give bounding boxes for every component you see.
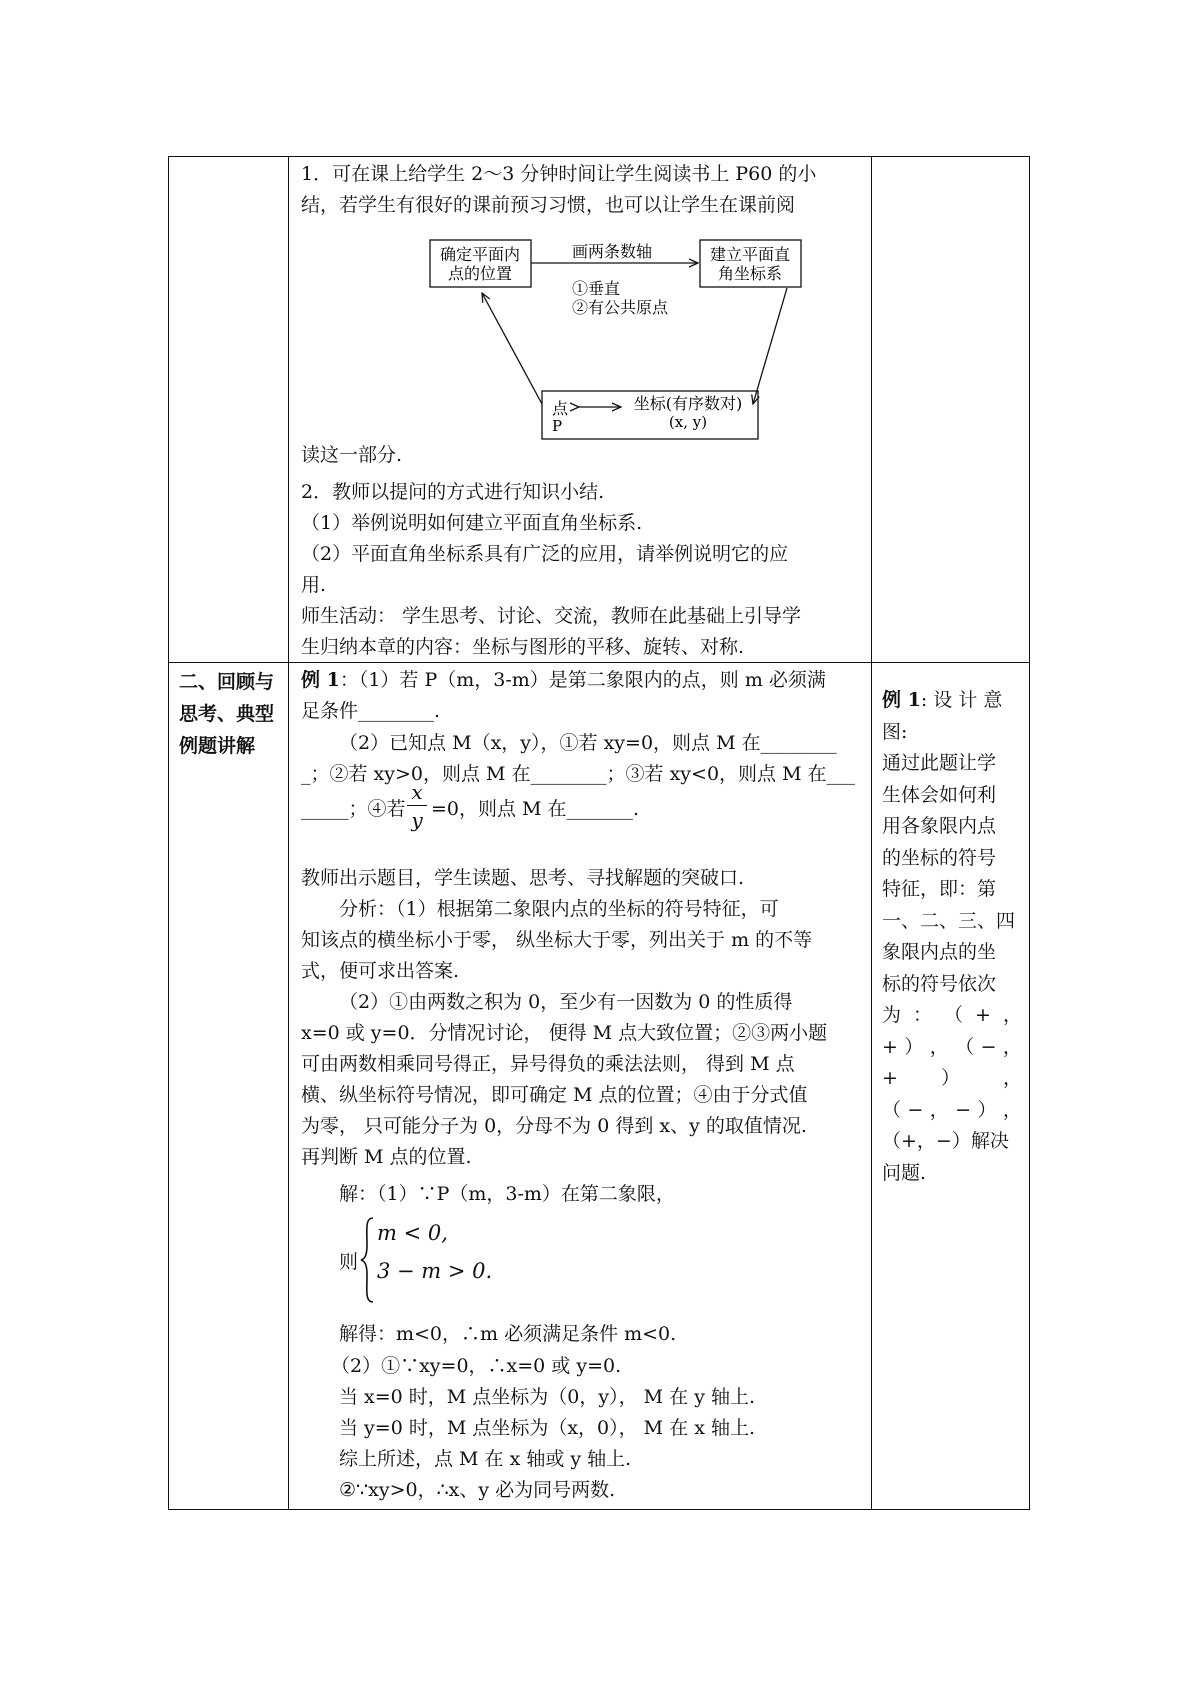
note-token: +: [882, 1067, 898, 1089]
coordinate-xy: (x, y): [668, 413, 708, 431]
note-text: 一、二、三、四: [882, 909, 1016, 932]
note-token: ）: [904, 1035, 924, 1058]
fraction-x-over-y: [407, 779, 427, 834]
analysis-line: 知该点的横坐标小于零， 纵坐标大于零，列出关于 m 的不等: [301, 929, 813, 951]
note-token: ，: [1002, 1098, 1022, 1121]
note-token: 为: [882, 1004, 902, 1026]
text-line: 教师出示题目，学生读题、思考、寻找解题的突破口.: [301, 867, 745, 889]
inequality-1: m < 0,: [377, 1221, 448, 1245]
note-token: ，: [929, 1035, 949, 1058]
box2-text: 建立平面直: [709, 245, 791, 264]
note-token: （: [955, 1035, 975, 1058]
design-note: [882, 685, 1022, 1189]
arrow-up: [482, 293, 542, 404]
text-line: 结，若学生有很好的课前预习习惯，也可以让学生在课前阅: [301, 194, 796, 216]
coordinate-flow-diagram: [289, 157, 871, 457]
point-p-label: P: [552, 417, 563, 435]
note-token: ，: [1002, 1067, 1022, 1089]
note-text: 问题.: [882, 1161, 927, 1184]
lesson-table: [168, 156, 1030, 1510]
note-text: 特征，即：第: [882, 878, 997, 900]
condition-text: ①垂直: [572, 279, 621, 298]
coordinate-label: 坐标(有序数对): [633, 394, 743, 413]
solution-line: 当 x=0 时，M 点坐标为（0，y）， M 在 y 轴上.: [339, 1386, 756, 1408]
example-line: （2）已知点 M（x，y），①若 xy=0，则点 M 在________: [339, 732, 837, 754]
box2-text: 角坐标系: [717, 264, 783, 283]
note-title: 例 1: [882, 689, 921, 711]
note-token: ，: [929, 1098, 949, 1121]
solution-line: 解得：m<0，∴m 必须满足条件 m<0.: [339, 1323, 677, 1345]
solution-line: 当 y=0 时，M 点坐标为（x，0）， M 在 x 轴上.: [339, 1417, 755, 1439]
text-line: 1．可在课上给学生 2～3 分钟时间让学生阅读书上 P60 的小: [301, 163, 817, 185]
note-token: −: [907, 1098, 924, 1121]
text-line: （1）举例说明如何建立平面直角坐标系.: [301, 512, 643, 534]
section-label: 思考、典型: [179, 703, 275, 725]
condition-text: ②有公共原点: [572, 298, 669, 317]
analysis-line: 式，便可求出答案.: [301, 960, 460, 982]
solution-line: 解：（1）∵P（m，3-m）在第二象限，: [339, 1183, 675, 1205]
example-line: [301, 665, 826, 695]
note-token: ，: [1002, 1035, 1022, 1058]
section-label-cell: [169, 663, 288, 1511]
solution-line: 则: [339, 1251, 359, 1273]
arrow-down: [753, 288, 787, 404]
fraction-numerator: x: [411, 780, 423, 804]
note-token: +: [975, 1004, 991, 1026]
note-token: （: [882, 1098, 902, 1121]
text-line: 生归纳本章的内容：坐标与图形的平移、旋转、对称.: [301, 636, 745, 658]
box1-text: 确定平面内: [439, 245, 521, 264]
example-line: 足条件________.: [301, 700, 441, 722]
note-token: ）: [940, 1067, 960, 1089]
section-label: 例题讲解: [179, 735, 256, 757]
analysis-line: 横、纵坐标符号情况，即可确定 M 点的位置；④由于分式值: [301, 1084, 808, 1106]
solution-line: （2）①∵xy=0，∴x=0 或 y=0.: [331, 1355, 622, 1377]
note-text: 生体会如何利: [882, 783, 997, 806]
text-line: 师生活动： 学生思考、讨论、交流，教师在此基础上引导学: [301, 605, 802, 627]
note-token: −: [980, 1035, 997, 1058]
note-token: （: [944, 1004, 964, 1026]
analysis-line: 可由两数相乘同号得正，异号得负的乘法法则， 得到 M 点: [301, 1053, 795, 1075]
note-text: 图:: [882, 720, 908, 743]
section-label: 二、回顾与: [179, 671, 275, 693]
note-text: : 设 计 意: [920, 689, 1003, 711]
text-line: 2．教师以提问的方式进行知识小结.: [301, 481, 605, 503]
box1-text: 点的位置: [447, 264, 513, 283]
note-token: ）: [977, 1098, 997, 1121]
example-line: _；②若 xy>0，则点 M 在________；③若 xy<0，则点 M 在___: [301, 763, 856, 785]
arrow-label: 画两条数轴: [571, 242, 653, 261]
system-brace: [359, 1215, 375, 1305]
solution-line: 综上所述，点 M 在 x 轴或 y 轴上.: [339, 1448, 632, 1470]
note-token: ：: [913, 1004, 933, 1026]
note-justified-line: [882, 1063, 1022, 1095]
point-label: 点: [552, 399, 569, 418]
example-text: ：（1）若 P（m，3-m）是第二象限内的点，则 m 必须满: [339, 669, 826, 691]
design-note-cell: [872, 663, 1031, 1511]
fraction-denominator: y: [411, 808, 423, 832]
analysis-line: 分析：（1）根据第二象限内点的坐标的符号特征，可: [339, 898, 779, 920]
note-justified-line: [882, 1095, 1022, 1127]
note-text: （+，−）解决: [882, 1130, 1009, 1152]
example-line: _____；④若: [301, 798, 406, 820]
note-token: −: [955, 1098, 972, 1121]
note-text: 的坐标的符号: [882, 846, 997, 869]
row1-content: [289, 157, 871, 662]
solution-line: ②∵xy>0，∴x、y 必为同号两数.: [339, 1479, 616, 1501]
analysis-line: （2）①由两数之积为 0，至少有一因数为 0 的性质得: [339, 991, 793, 1013]
analysis-line: 为零， 只可能分子为 0，分母不为 0 得到 x、y 的取值情况.: [301, 1115, 807, 1137]
inequality-2: 3 − m > 0.: [377, 1259, 493, 1283]
note-text: 象限内点的坐: [882, 941, 997, 963]
text-line: 用.: [301, 574, 327, 596]
row2-content: [289, 663, 871, 1511]
analysis-line: x=0 或 y=0．分情况讨论， 便得 M 点大致位置；②③两小题: [301, 1022, 828, 1044]
example-title: 例 1: [301, 669, 340, 691]
note-text: 通过此题让学: [882, 752, 997, 774]
note-token: +: [882, 1035, 898, 1058]
note-justified-line: [882, 1000, 1022, 1032]
analysis-line: 再判断 M 点的位置.: [301, 1146, 472, 1168]
example-line: =0，则点 M 在_______.: [431, 798, 640, 820]
note-text: 标的符号依次: [882, 972, 997, 995]
note-text: 用各象限内点: [882, 815, 997, 837]
note-justified-line: [882, 1032, 1022, 1064]
text-line: （2）平面直角坐标系具有广泛的应用，请举例说明它的应: [301, 543, 789, 565]
text-line: 读这一部分.: [301, 444, 403, 466]
note-token: ，: [1002, 1004, 1022, 1026]
